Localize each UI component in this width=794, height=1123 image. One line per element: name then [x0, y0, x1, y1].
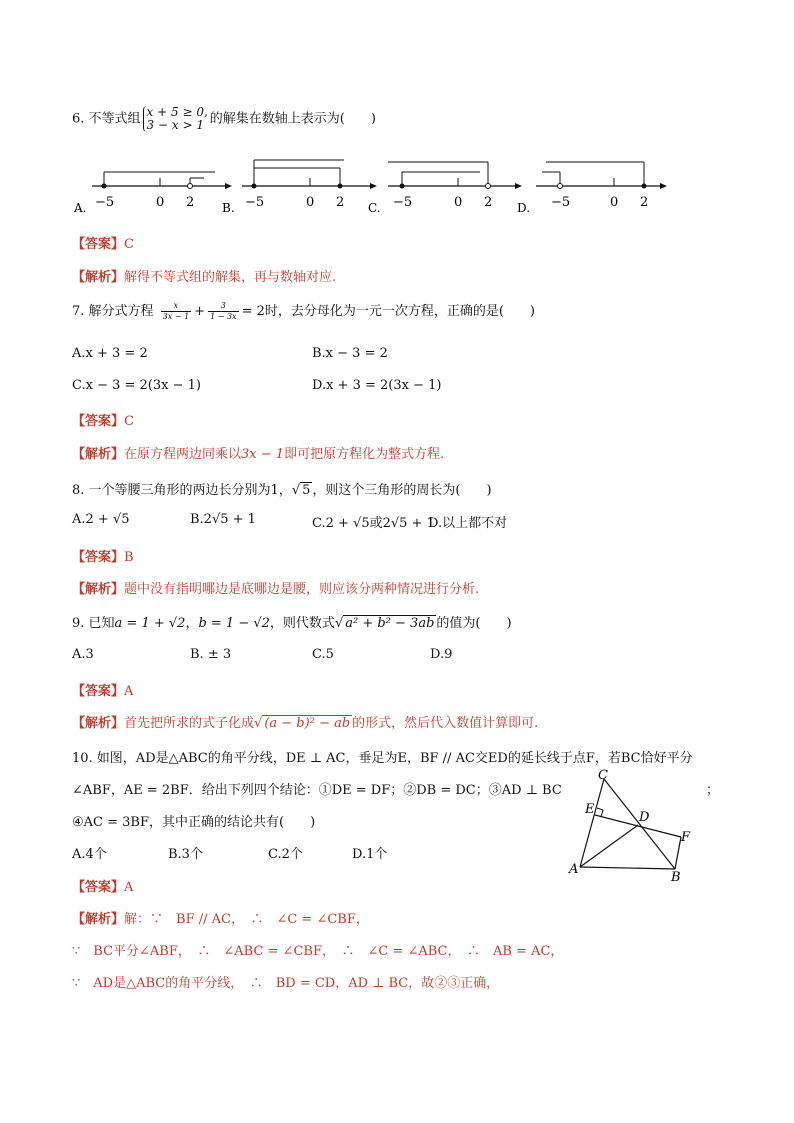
q6-option-b-label: B. [222, 201, 235, 215]
q7-analysis [72, 443, 444, 462]
q7-prefix: 7. 解分式方程 [72, 304, 154, 319]
label-c: C [598, 768, 608, 783]
q10-option-c[interactable]: C.2个 [268, 847, 303, 862]
analysis-tag: 【解析】 [72, 447, 125, 462]
analysis-text: 首先把所求的式子化成 [124, 716, 255, 731]
q6-prefix: 6. 不等式组 [72, 111, 141, 127]
q7-stem [72, 300, 535, 322]
q9-option-c[interactable]: C.5 [312, 647, 334, 662]
answer-tag: 【答案】 [72, 550, 125, 565]
q7-fraction-1: $\frac{x}{3x - 1}$ [162, 301, 190, 321]
q6-option-c[interactable] [368, 162, 522, 215]
q6-ineq2: 3 − x > 1 [146, 118, 204, 132]
q9-stem-c: 的值为( ) [436, 616, 512, 631]
svg-text:2: 2 [484, 195, 493, 210]
svg-text:2: 2 [640, 195, 649, 210]
q9-stem: 9. 已知a = 1 + √2，b = 1 − √2，则代数式√ a² + b² − 3ab 的值为( ) [72, 616, 512, 631]
q6-inequality-system [143, 106, 208, 132]
svg-text:0: 0 [454, 195, 463, 210]
q9-analysis: 【解析】首先把所求的式子化成√ (a − b)² − ab 的形式，然后代入数值计算即可. [72, 716, 539, 731]
analysis-tag: 【解析】 [72, 716, 125, 731]
q10-option-b[interactable]: B.3个 [168, 847, 203, 862]
svg-text:2: 2 [186, 195, 195, 210]
q10-option-d[interactable]: D.1个 [352, 847, 388, 862]
q6-ineq1: x + 5 ≥ 0, [146, 105, 208, 119]
q6-number-line-options [70, 150, 710, 220]
q6-option-a-label: A. [74, 201, 87, 215]
q7-option-a[interactable]: A.x + 3 = 2 [72, 346, 148, 361]
q10-stem-line2-end: ； [706, 783, 720, 798]
q10-analysis [72, 908, 369, 927]
q9-answer [72, 680, 133, 699]
q8-option-c[interactable]: C.2 + √5或2√5 + 1 [312, 516, 435, 531]
label-d: D [639, 810, 650, 825]
q8-option-b[interactable]: B.2√5 + 1 [190, 512, 256, 527]
q9-stem-b: ，则代数式 [269, 616, 335, 631]
q8-analysis [72, 578, 479, 597]
label-a: A [569, 862, 579, 877]
q7-option-d[interactable]: D.x + 3 = 2(3x − 1) [312, 378, 442, 393]
q10-answer [72, 876, 133, 895]
q8-stem: 8. 一个等腰三角形的两边长分别为1，√ 5 ，则这个三角形的周长为( ) [72, 483, 492, 498]
answer-value: A [124, 684, 134, 699]
q6-option-d-label: D. [517, 201, 531, 215]
analysis-line-1: 解：∵ BF // AC， ∴ ∠C = ∠CBF， [124, 912, 369, 927]
answer-tag: 【答案】 [72, 880, 125, 895]
label-e: E [585, 802, 595, 817]
svg-text:2: 2 [336, 195, 345, 210]
q8-stem-a: 8. 一个等腰三角形的两边长分别为1， [72, 483, 292, 498]
q8-option-d[interactable]: D.以上都不对 [428, 516, 508, 531]
analysis-radicand: (a − b)² − ab [264, 716, 351, 731]
q9-option-d[interactable]: D.9 [430, 647, 453, 662]
q9-option-b[interactable]: B. ± 3 [190, 647, 232, 662]
answer-value: A [124, 880, 134, 895]
answer-value: C [124, 414, 134, 429]
svg-text:−5: −5 [245, 195, 265, 210]
q6-option-b[interactable] [222, 160, 377, 215]
q7-plus: + [194, 304, 206, 319]
q8-option-a[interactable]: A.2 + √5 [72, 512, 130, 527]
analysis-text-end: 即可把原方程化为整式方程. [284, 447, 445, 462]
q7-answer [72, 410, 134, 429]
q10-option-a[interactable]: A.4个 [72, 847, 107, 862]
q7-option-b[interactable]: B.x − 3 = 2 [312, 346, 388, 361]
q6-option-d[interactable] [517, 162, 667, 215]
analysis-text: 在原方程两边同乘以 [124, 447, 242, 462]
svg-text:0: 0 [306, 195, 315, 210]
q10-stem-line2: ∠ABF，AE = 2BF．给出下列四个结论：①DE = DF；②DB = DC；③AD ⊥ BC [72, 783, 562, 798]
answer-tag: 【答案】 [72, 237, 125, 252]
q10-geometry-figure [560, 765, 700, 885]
analysis-tag: 【解析】 [72, 270, 125, 285]
q9-option-a[interactable]: A.3 [72, 647, 94, 662]
q6-option-a[interactable] [73, 172, 232, 215]
q7-fraction-2: $\frac{3}{1 - 3x}$ [210, 301, 237, 321]
q10-stem-line3: ④AC = 3BF，其中正确的结论共有( ) [72, 815, 316, 830]
answer-value: C [124, 237, 134, 252]
analysis-tag: 【解析】 [72, 582, 125, 597]
analysis-line-3: ∵ AD是△ABC的角平分线， ∴ BD = CD，AD ⊥ BC，故②③正确， [72, 976, 500, 991]
analysis-line-2: ∵ BC平分∠ABF， ∴ ∠ABC = ∠CBF， ∴ ∠C = ∠ABC， ∴ AB = AC， [72, 944, 564, 959]
analysis-text-end: 的形式，然后代入数值计算即可. [352, 716, 539, 731]
q6-answer [72, 233, 134, 252]
analysis-tag: 【解析】 [72, 912, 125, 927]
q9-b-def: b = 1 − √2 [198, 616, 270, 631]
answer-tag: 【答案】 [72, 414, 125, 429]
q9-a-def: a = 1 + √2 [114, 616, 186, 631]
svg-text:−5: −5 [393, 195, 413, 210]
q10-stem-line1: 10. 如图，AD是△ABC的角平分线，DE ⊥ AC，垂足为E，BF // AC交ED的延长线于点F，若BC恰好平分 [72, 751, 693, 766]
q7-option-c[interactable]: C.x − 3 = 2(3x − 1) [72, 378, 201, 393]
q8-answer [72, 546, 134, 565]
q8-sqrt: 5 [302, 483, 311, 498]
answer-tag: 【答案】 [72, 684, 125, 699]
label-b: B [671, 870, 681, 885]
q9-stem-a: 9. 已知 [72, 616, 115, 631]
analysis-text: 解得不等式组的解集，再与数轴对应. [124, 270, 337, 285]
q6-stem [72, 106, 376, 132]
q9-sep: ， [185, 616, 199, 631]
q9-radicand: a² + b² − 3ab [345, 616, 435, 631]
q6-suffix: 的解集在数轴上表示为( ) [209, 111, 376, 127]
q7-suffix: = 2时，去分母化为一元一次方程，正确的是( ) [241, 304, 536, 319]
q6-analysis [72, 266, 336, 285]
analysis-math: 3x − 1 [241, 447, 285, 462]
svg-text:0: 0 [156, 195, 165, 210]
label-f: F [681, 830, 691, 845]
answer-value: B [124, 550, 134, 565]
svg-text:0: 0 [610, 195, 619, 210]
svg-text:−5: −5 [551, 195, 571, 210]
analysis-text: 题中没有指明哪边是底哪边是腰，则应该分两种情况进行分析. [124, 582, 480, 597]
q6-option-c-label: C. [368, 201, 381, 215]
svg-text:−5: −5 [95, 195, 115, 210]
q8-stem-b: ，则这个三角形的周长为( ) [312, 483, 492, 498]
